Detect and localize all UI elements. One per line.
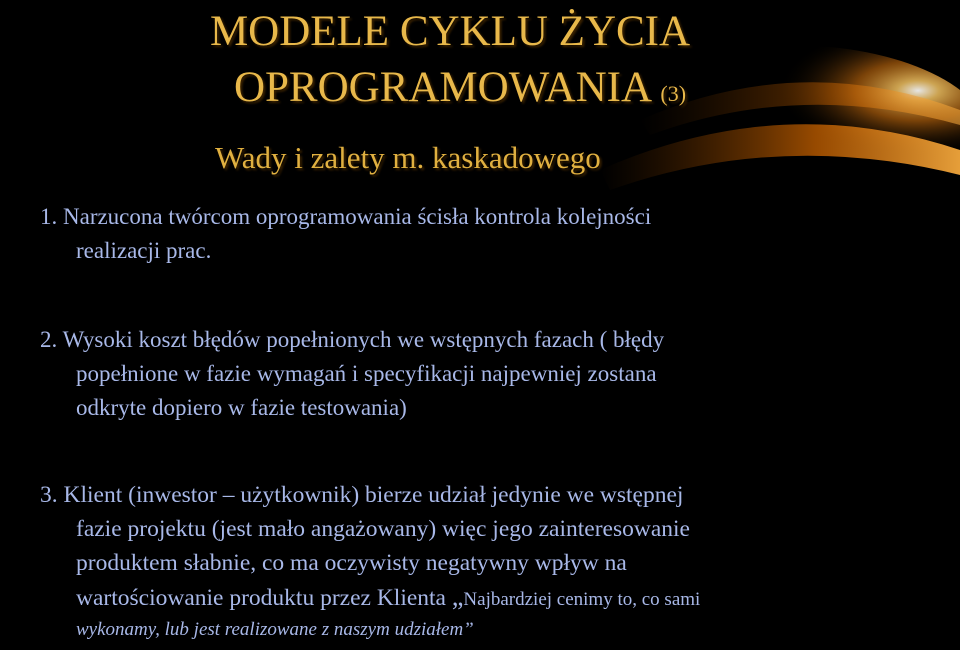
list-item-1 [40, 200, 920, 268]
list-item-3-line4-text: wartościowanie produktu przez Klienta [76, 585, 452, 611]
quote-mark: „ [451, 582, 464, 611]
list-item-3-line4 [40, 580, 940, 617]
list-item-2-line2: popełnione w fazie wymagań i specyfikacji najpewniej zostana [76, 361, 657, 386]
slide-title-line2 [0, 62, 940, 120]
slide-title-line1: MODELE CYKLU ŻYCIA [209, 8, 691, 55]
quote-text-part2: wykonamy, lub jest realizowane z naszym udziałem” [76, 619, 474, 640]
list-item-3-line3: produktem słabnie, co ma oczywisty negatywny wpływ na [76, 550, 627, 576]
list-item-3-line1: 3. Klient (inwestor – użytkownik) bierze udział jedynie we wstępnej [40, 482, 684, 508]
list-item-1-line1: 1. Narzucona twórcom oprogramowania ścisła kontrola kolejności [40, 204, 652, 229]
slide-title-number: (3) [660, 81, 687, 106]
slide-title-line2-text: OPROGRAMOWANIA [233, 64, 661, 111]
list-item-2 [40, 323, 920, 425]
slide-subtitle: Wady i zalety m. kaskadowego [215, 140, 601, 175]
list-item-3-line2: fazie projektu (jest mało angażowany) więc jego zainteresowanie [76, 516, 690, 542]
list-item-2-line1: 2. Wysoki koszt błędów popełnionych we wstępnych fazach ( błędy [40, 327, 665, 352]
list-item-2-line3: odkryte dopiero w fazie testowania) [76, 395, 407, 420]
quote-text-part1: Najbardziej cenimy to, co sami [463, 589, 701, 610]
list-item-1-line2: realizacji prac. [76, 238, 212, 263]
list-item-3 [40, 478, 940, 643]
